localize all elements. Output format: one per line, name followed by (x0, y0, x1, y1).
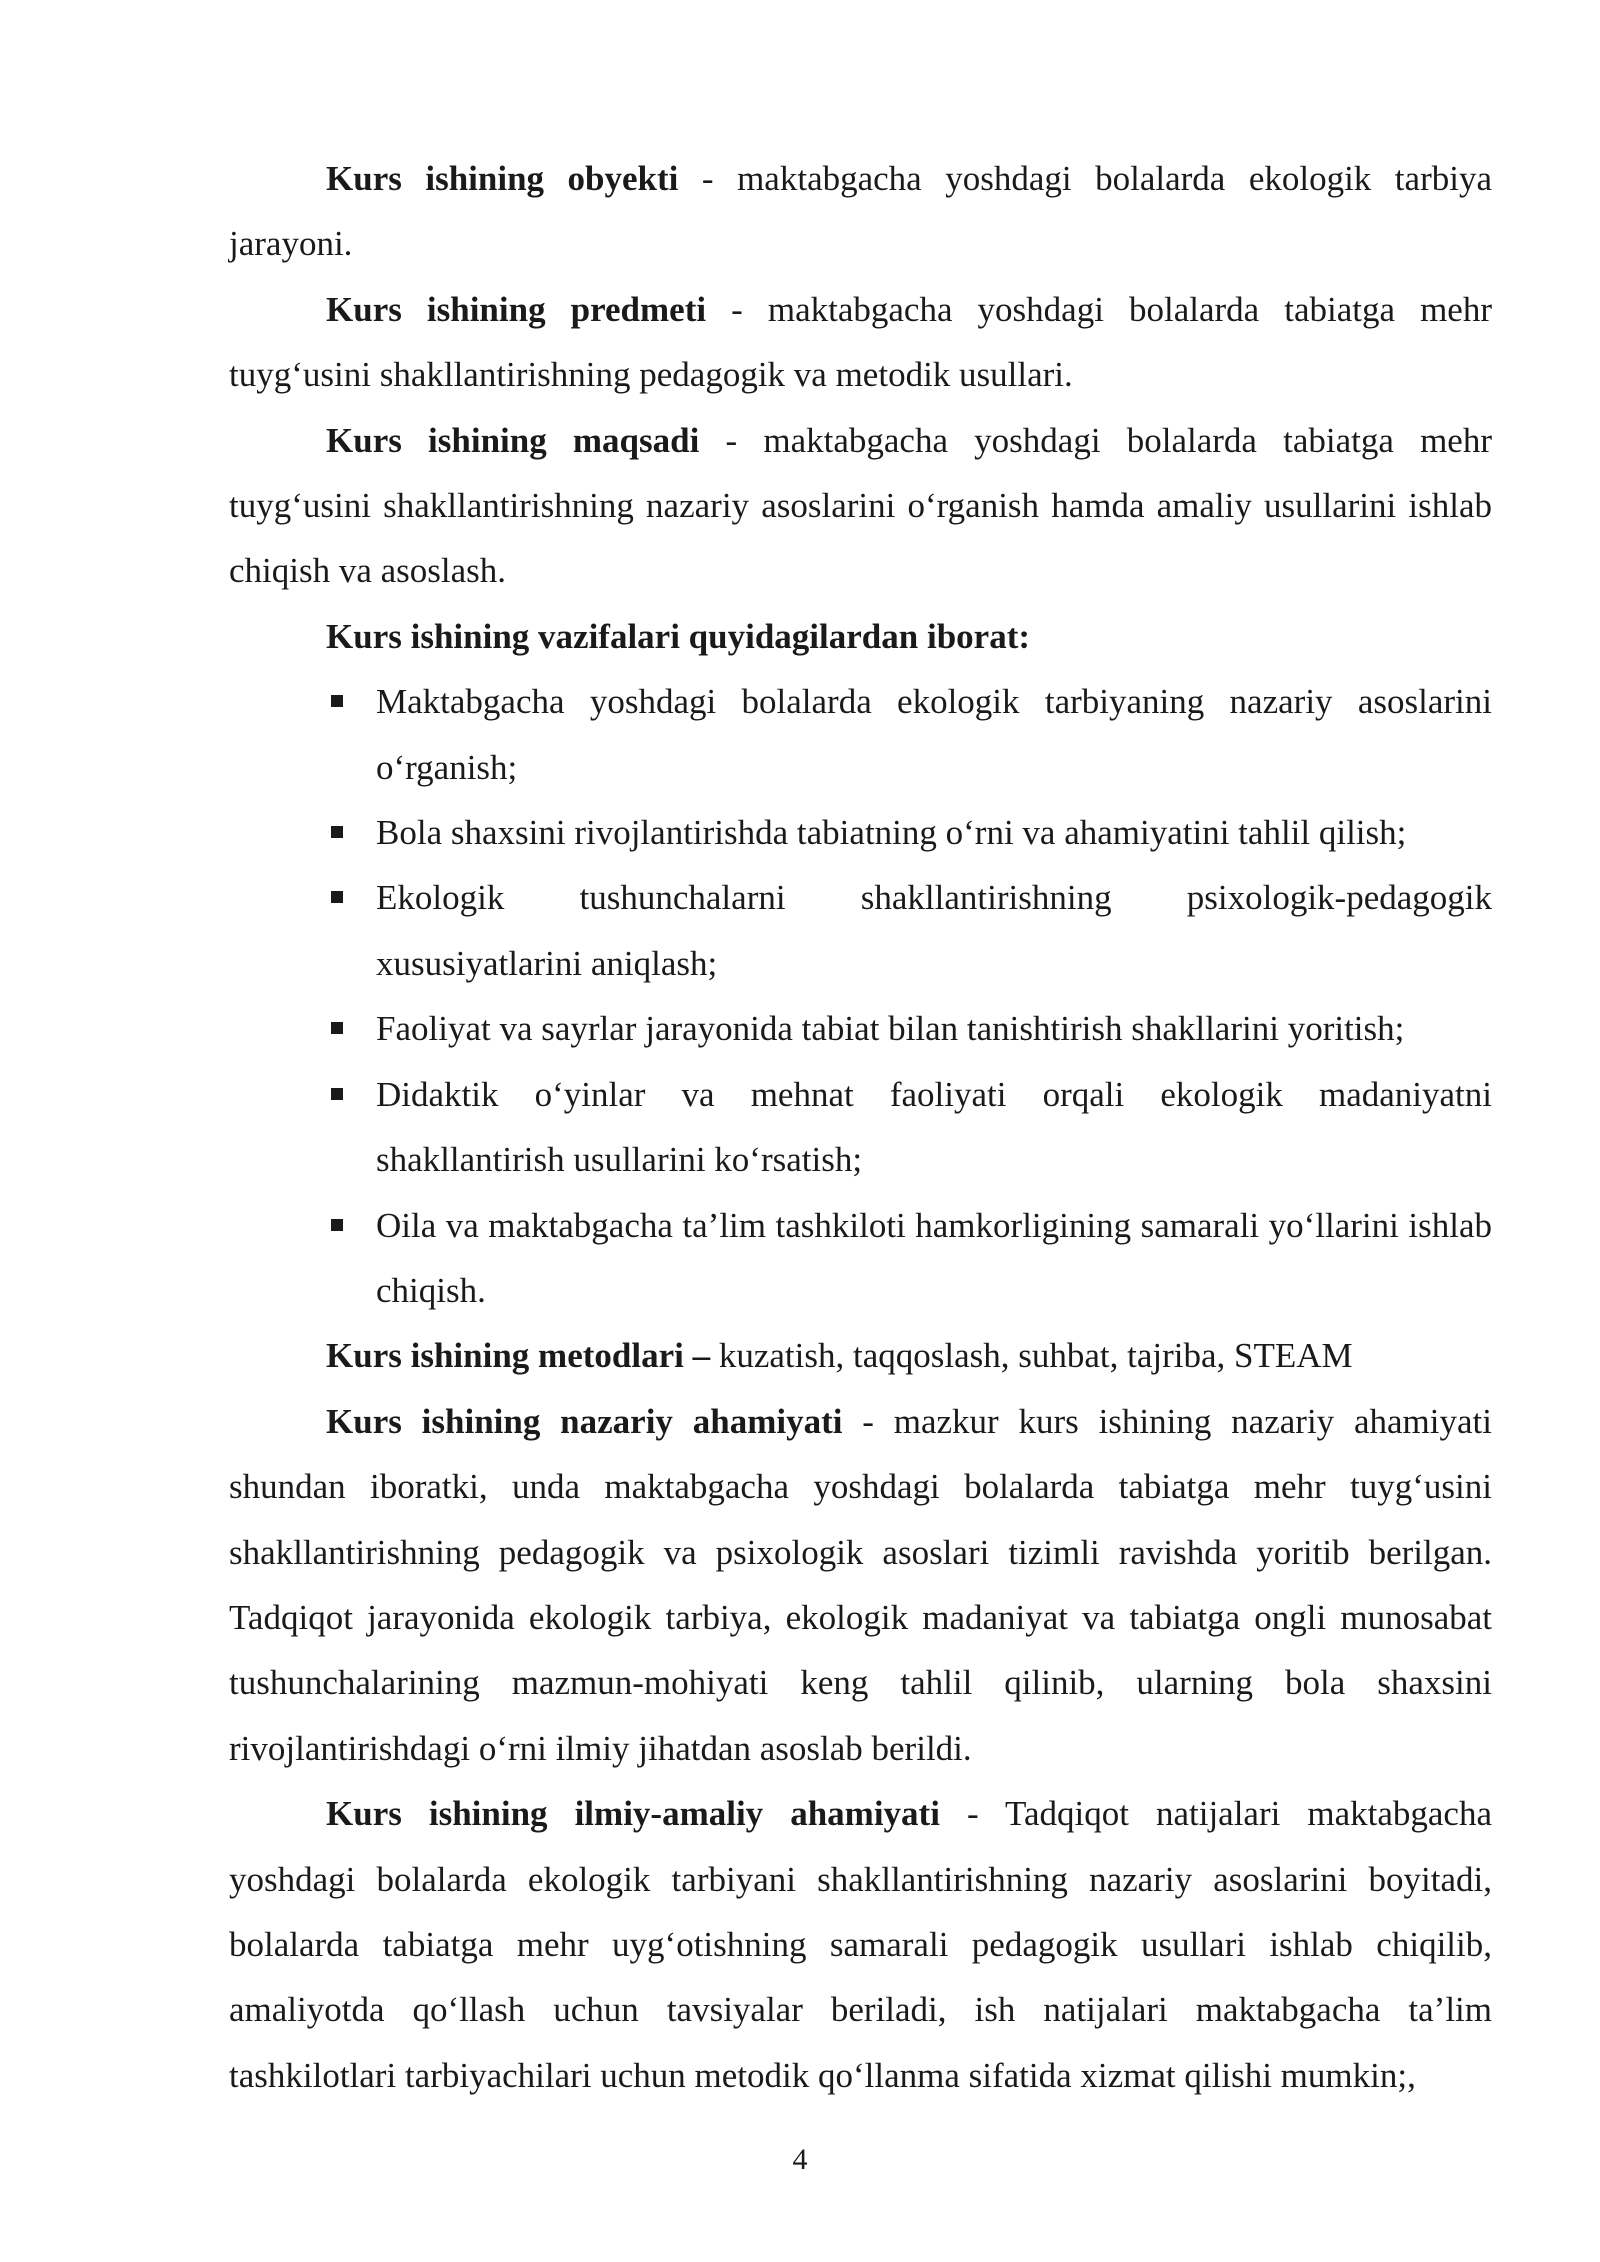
theory-text: - mazkur kurs ishining nazariy ahamiyati shundan iboratki, unda maktabgacha yoshdagi bolalarda tabiatga mehr tuyg‘usini shakllantirishning pedagogik va psixologik asoslari tizimli ravishda yoritib berilgan. Tadqiqot jarayonida ekologik tarbiya, ekologik madaniyat va tabiatga ongli munosabat tushunchalarining mazmun-mohiyati keng tahlil qilinib, ularning bola shaxsini rivojlantirishdagi o‘rni ilmiy jihatdan asoslab berildi. (229, 1401, 1492, 1768)
object-text: - maktabgacha yoshdagi bolalarda ekologik tarbiya jarayoni. (229, 159, 1492, 264)
object-label: Kurs ishining obyekti (326, 159, 679, 198)
methods-label: Kurs ishining metodlari – (326, 1336, 711, 1376)
square-bullet-icon (331, 1088, 343, 1100)
methods-paragraph (229, 1323, 1492, 1388)
square-bullet-icon (331, 1022, 343, 1034)
list-item-text: Didaktik o‘yinlar va mehnat faoliyati orqali ekologik madaniyatni shakllantirish usullarini ko‘rsatish; (376, 1074, 1492, 1180)
goal-text: - maktabgacha yoshdagi bolalarda tabiatga mehr tuyg‘usini shakllantirishning nazariy asoslarini o‘rganish hamda amaliy usullarini ishlab chiqish va asoslash. (229, 420, 1492, 591)
tasks-list (229, 669, 1492, 1323)
list-item (376, 669, 1492, 800)
document-body (229, 146, 1492, 2108)
goal-paragraph (229, 408, 1492, 604)
list-item-text: Bola shaxsini rivojlantirishda tabiatning o‘rni va ahamiyatini tahlil qilish; (376, 813, 1407, 853)
practice-paragraph (229, 1781, 1492, 2108)
list-item (376, 1193, 1492, 1324)
list-item-text: Ekologik tushunchalarni shakllantirishning psixologik-pedagogik xususiyatlarini aniqlash; (376, 878, 1492, 983)
list-item (376, 800, 1492, 865)
practice-text: - Tadqiqot natijalari maktabgacha yoshdagi bolalarda ekologik tarbiyani shakllantirishning nazariy asoslarini boyitadi, bolalarda tabiatga mehr uyg‘otishning samarali pedagogik usullari ishlab chiqilib, amaliyotda qo‘llash uchun tavsiyalar beriladi, ish natijalari maktabgacha ta’lim tashkilotlari tarbiyachilari uchun metodik qo‘llanma sifatida xizmat qilishi mumkin;, (229, 1794, 1492, 2095)
list-item-text: Maktabgacha yoshdagi bolalarda ekologik tarbiyaning nazariy asoslarini o‘rganish; (376, 682, 1492, 787)
list-item-text: Oila va maktabgacha ta’lim tashkiloti hamkorligining samarali yo‘llarini ishlab chiqish. (376, 1205, 1492, 1310)
subject-label: Kurs ishining predmeti (326, 289, 707, 329)
square-bullet-icon (331, 891, 343, 903)
theory-paragraph (229, 1389, 1492, 1781)
practice-label: Kurs ishining ilmiy-amaliy ahamiyati (326, 1794, 940, 1834)
list-item-text: Faoliyat va sayrlar jarayonida tabiat bilan tanishtirish shakllarini yoritish; (376, 1009, 1405, 1049)
tasks-heading (229, 604, 1492, 669)
subject-text: - maktabgacha yoshdagi bolalarda tabiatga mehr tuyg‘usini shakllantirishning pedagogik va metodik usullari. (229, 289, 1492, 395)
methods-text: kuzatish, taqqoslash, suhbat, tajriba, STEAM (710, 1336, 1353, 1376)
list-item (376, 865, 1492, 996)
theory-label: Kurs ishining nazariy ahamiyati (326, 1401, 843, 1441)
subject-paragraph (229, 277, 1492, 408)
square-bullet-icon (331, 1219, 343, 1231)
tasks-heading-label: Kurs ishining vazifalari quyidagilardan iborat: (326, 616, 1030, 656)
list-item (376, 1062, 1492, 1193)
goal-label: Kurs ishining maqsadi (326, 420, 700, 460)
square-bullet-icon (331, 826, 343, 838)
list-item (376, 996, 1492, 1061)
object-paragraph (229, 146, 1492, 277)
square-bullet-icon (331, 695, 343, 707)
page-number: 4 (792, 2143, 808, 2176)
